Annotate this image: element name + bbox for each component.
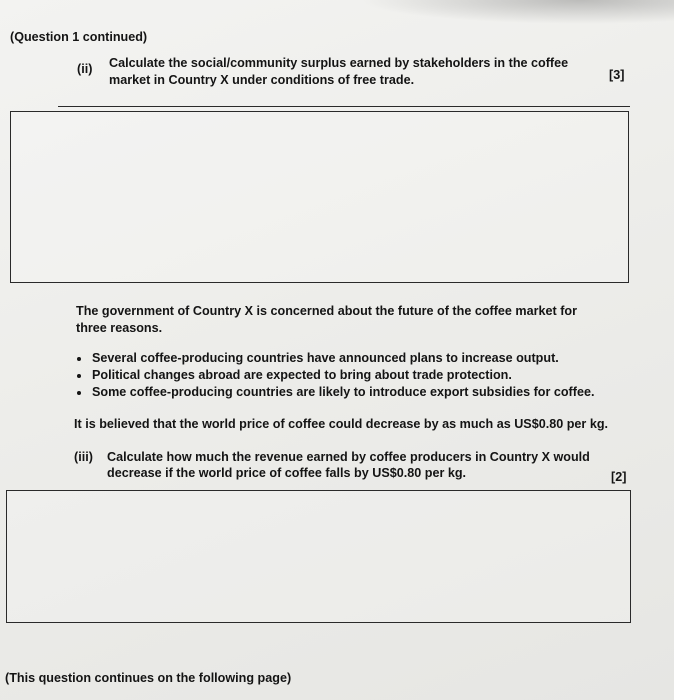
answer-box-ii-top-rule xyxy=(58,106,630,107)
answer-box-ii[interactable] xyxy=(10,111,629,283)
bullet-icon xyxy=(77,357,81,361)
bullet-item-2: Political changes abroad are expected to bring about trade protection. xyxy=(92,368,512,382)
part-iii-marks: [2] xyxy=(611,470,627,484)
bullet-item-3: Some coffee-producing countries are likely to introduce export subsidies for coffee. xyxy=(92,385,595,399)
bullet-item-1: Several coffee-producing countries have announced plans to increase output. xyxy=(92,351,559,365)
part-iii-number: (iii) xyxy=(74,450,93,464)
question-continued-heading: (Question 1 continued) xyxy=(10,30,148,44)
world-price-statement: It is believed that the world price of coffee could decrease by as much as US$0.80 per kg. xyxy=(74,417,609,431)
part-ii-question-line2: market in Country X under conditions of free trade. xyxy=(109,73,415,87)
part-ii-question-line1: Calculate the social/community surplus earned by stakeholders in the coffee xyxy=(109,56,569,70)
continues-footer: (This question continues on the following page) xyxy=(5,671,292,685)
part-ii-marks: [3] xyxy=(609,68,625,82)
photo-shadow xyxy=(360,0,674,24)
bullet-icon xyxy=(77,374,81,378)
part-iii-question-line2: decrease if the world price of coffee falls by US$0.80 per kg. xyxy=(107,466,467,480)
bullet-icon xyxy=(77,391,81,395)
answer-box-iii[interactable] xyxy=(6,490,631,623)
context-intro-line1: The government of Country X is concerned about the future of the coffee market for xyxy=(76,304,578,318)
context-intro-line2: three reasons. xyxy=(76,321,163,335)
part-ii-number: (ii) xyxy=(77,62,93,76)
part-iii-question-line1: Calculate how much the revenue earned by coffee producers in Country X would xyxy=(107,450,590,464)
